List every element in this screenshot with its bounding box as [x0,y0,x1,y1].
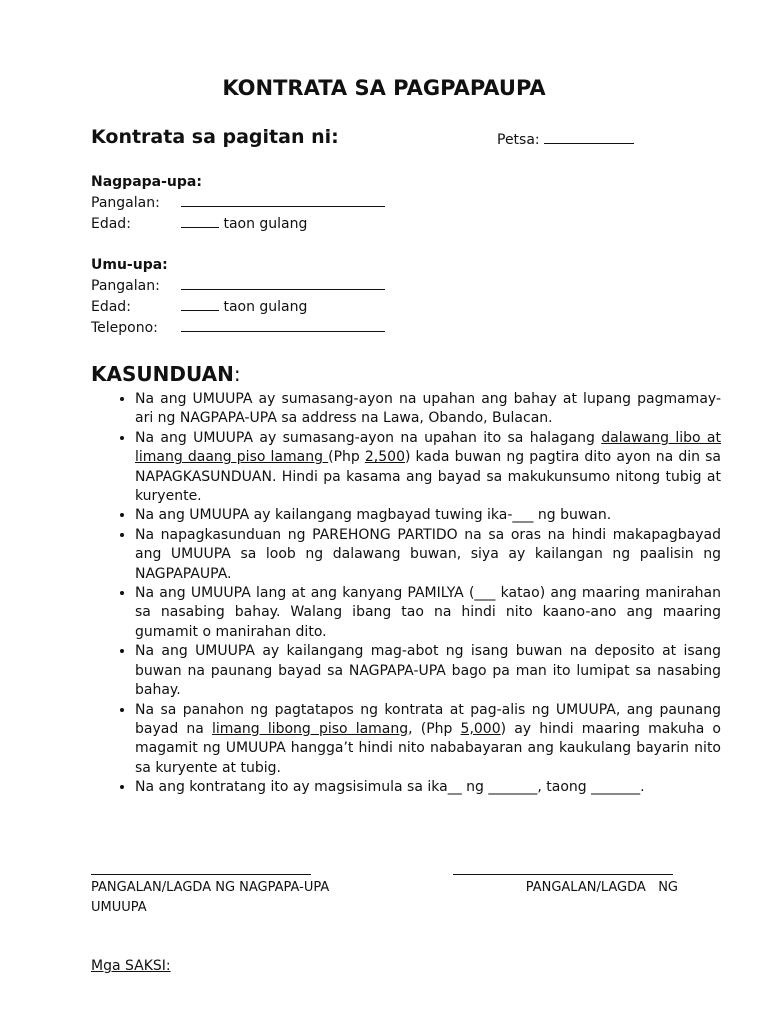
lessor-age-suffix: taon gulang [223,216,308,232]
lessee-phone-label: Telepono: [91,320,158,336]
lessor-age-row [91,216,307,236]
clause-text: ) kada buwan ng pagtira dito ayon na din sa NAPAGKASUNDUAN. Hindi pa kasama ang bayad sa makukunsumo nitong tubig at kuryente. [135,449,721,505]
clause-text: Na sa panahon ng pagtatapos ng kontrata at pag-alis ng UMUUPA, ang paunang bayad na [135,701,721,737]
document-title: KONTRATA SA PAGPAPAUPA [222,76,546,100]
agreement-heading-colon: : [233,362,241,386]
clause-item: • Na ang UMUUPA ay sumasang-ayon na upahan ang bahay at lupang pagmamay-ari ng NAGPAPA-UPA sa address na Lawa, Obando, Bulacan. [135,390,721,429]
clause-item [135,429,721,507]
lessor-age-label: Edad: [91,216,131,232]
clause-item: • Na ang UMUUPA lang at ang kanyang PAMILYA (___ katao) ang maaring manirahan sa nasabing bahay. Walang ibang tao na hindi nito kaano-ano ang maaring gumamit o manirahan dito. [135,584,721,642]
clause-text: Na ang UMUUPA ay sumasang-ayon na upahan ito sa halagang [135,429,602,446]
lessee-age-blank-line [181,310,219,311]
lessor-signature-line [91,874,311,875]
clause-item [135,701,721,779]
lessee-age-row [91,299,307,319]
lessee-signature-label: PANGALAN/LAGDA NG [525,880,678,895]
agreement-heading [91,362,241,386]
lessee-age-label: Edad: [91,299,131,315]
lessor-name-label: Pangalan: [91,195,160,211]
lessor-section-label: Nagpapa-upa: [91,174,202,190]
clause-item: • Na ang UMUUPA ay kailangang magbayad tuwing ika-___ ng buwan. [135,506,721,525]
lessee-section-label: Umu-upa: [91,257,168,273]
lessee-phone-blank-line [181,331,385,332]
clause-item: • Na ang kontratang ito ay magsisimula sa ika__ ng _______, taong _______. [135,778,721,797]
lessee-name-blank-line [181,289,385,290]
lessee-age-suffix: taon gulang [223,299,308,315]
lessee-name-row [91,278,385,298]
clause-amount-words: dalawang libo at limang daang piso lamang [135,429,721,466]
lessee-name-label: Pangalan: [91,278,160,294]
contract-between-heading: Kontrata sa pagitan ni: [91,126,339,148]
lessor-signature-label: PANGALAN/LAGDA NG NAGPAPA-UPA [91,880,330,895]
clause-amount-words: limang libong piso lamang [211,720,409,737]
clause-item: • Na napagkasunduan ng PAREHONG PARTIDO na sa oras na hindi makapagbayad ang UMUUPA sa loob ng dalawang buwan, siya ay kailangan ng paalisin ng NAGPAPAUPA. [135,526,721,584]
lessor-age-blank-line [181,227,219,228]
lessor-name-blank-line [181,206,385,207]
witnesses-label: Mga SAKSI: [91,958,171,974]
lessor-name-row [91,195,385,215]
date-label: Petsa: [497,132,540,148]
date-blank-line [544,143,634,144]
clause-item: • Na ang UMUUPA ay kailangang mag-abot ng isang buwan na deposito at isang buwan na paunang bayad sa NAGPAPA-UPA bago pa man ito lumipat sa nasabing bahay. [135,642,721,700]
clause-amount-number: 5,000 [460,720,501,737]
lessee-signature-label-continued: UMUUPA [91,900,147,915]
clause-text: (Php [328,449,365,466]
clause-text: ) ay hindi maaring makuha o magamit ng UMUUPA hangga’t hindi nito nababayaran ang kaukulang bayarin nito sa kuryente at tubig. [135,720,721,776]
date-field [497,132,634,148]
clause-text: , (Php [408,720,461,737]
clause-amount-number: 2,500 [364,449,405,466]
clause-list [91,390,721,798]
agreement-heading-text: KASUNDUAN [91,362,234,386]
lessee-phone-row [91,320,385,340]
lessee-signature-line [453,874,673,875]
